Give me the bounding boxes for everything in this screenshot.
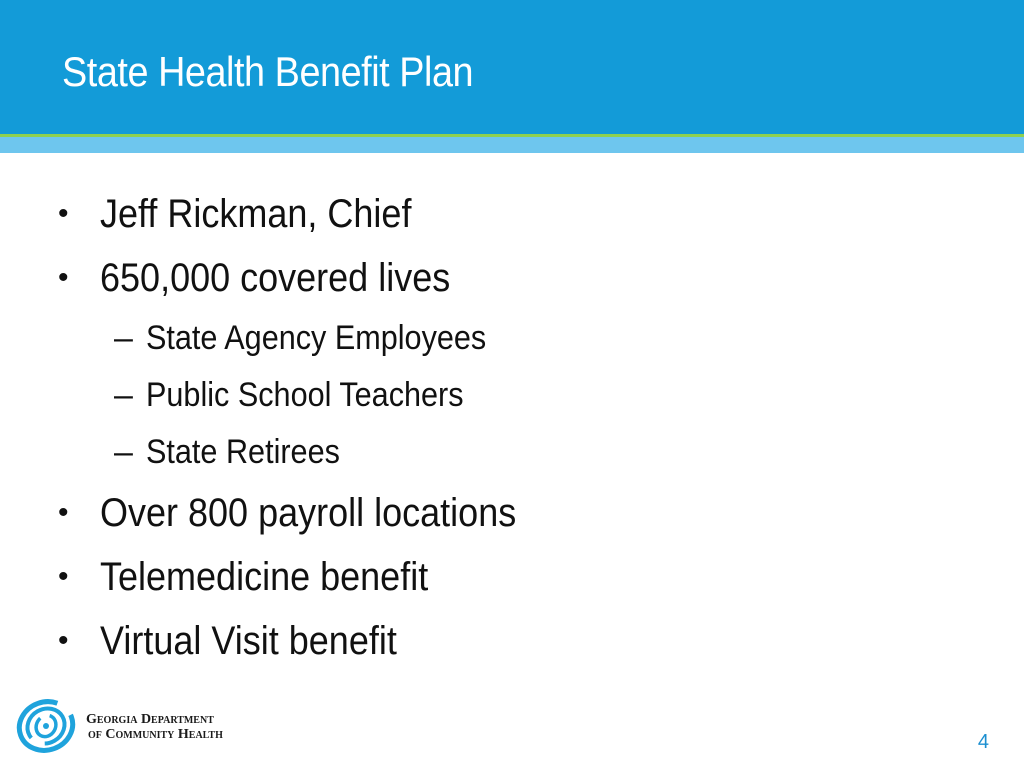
sub-bullet-text: State Agency Employees [146, 319, 487, 357]
bullet-marker: • [58, 496, 69, 529]
bullet-marker: • [58, 197, 69, 230]
bullet-item [58, 250, 958, 314]
bullet-text: Virtual Visit benefit [100, 619, 397, 663]
bullet-text: 650,000 covered lives [100, 256, 451, 300]
logo-line-2: of Community Health [88, 727, 223, 742]
sub-bullet-marker: – [114, 376, 133, 414]
bullet-marker: • [58, 560, 69, 593]
slide-title: State Health Benefit Plan [62, 48, 474, 95]
page-number: 4 [977, 731, 989, 753]
bullet-list [58, 186, 958, 677]
bullet-item [58, 485, 958, 549]
header-bar [0, 0, 1024, 134]
sub-bullet-marker: – [114, 433, 133, 471]
bullet-item [58, 549, 958, 613]
concentric-swirl-logo-icon [16, 698, 76, 754]
bullet-text: Jeff Rickman, Chief [100, 192, 412, 236]
sub-bullet-item [58, 314, 958, 371]
sub-bullet-text: State Retirees [146, 433, 340, 471]
bullet-marker: • [58, 261, 69, 294]
logo-line-1: Georgia Department [86, 712, 214, 727]
sub-bullet-item [58, 371, 958, 428]
bullet-item [58, 613, 958, 677]
sub-bullet-marker: – [114, 319, 133, 357]
bullet-text: Over 800 payroll locations [100, 491, 517, 535]
header-band [0, 137, 1024, 153]
sub-bullet-item [58, 428, 958, 485]
bullet-item [58, 186, 958, 250]
sub-bullet-text: Public School Teachers [146, 376, 464, 414]
bullet-marker: • [58, 624, 69, 657]
organization-logo-text [86, 712, 223, 742]
bullet-text: Telemedicine benefit [100, 555, 429, 599]
